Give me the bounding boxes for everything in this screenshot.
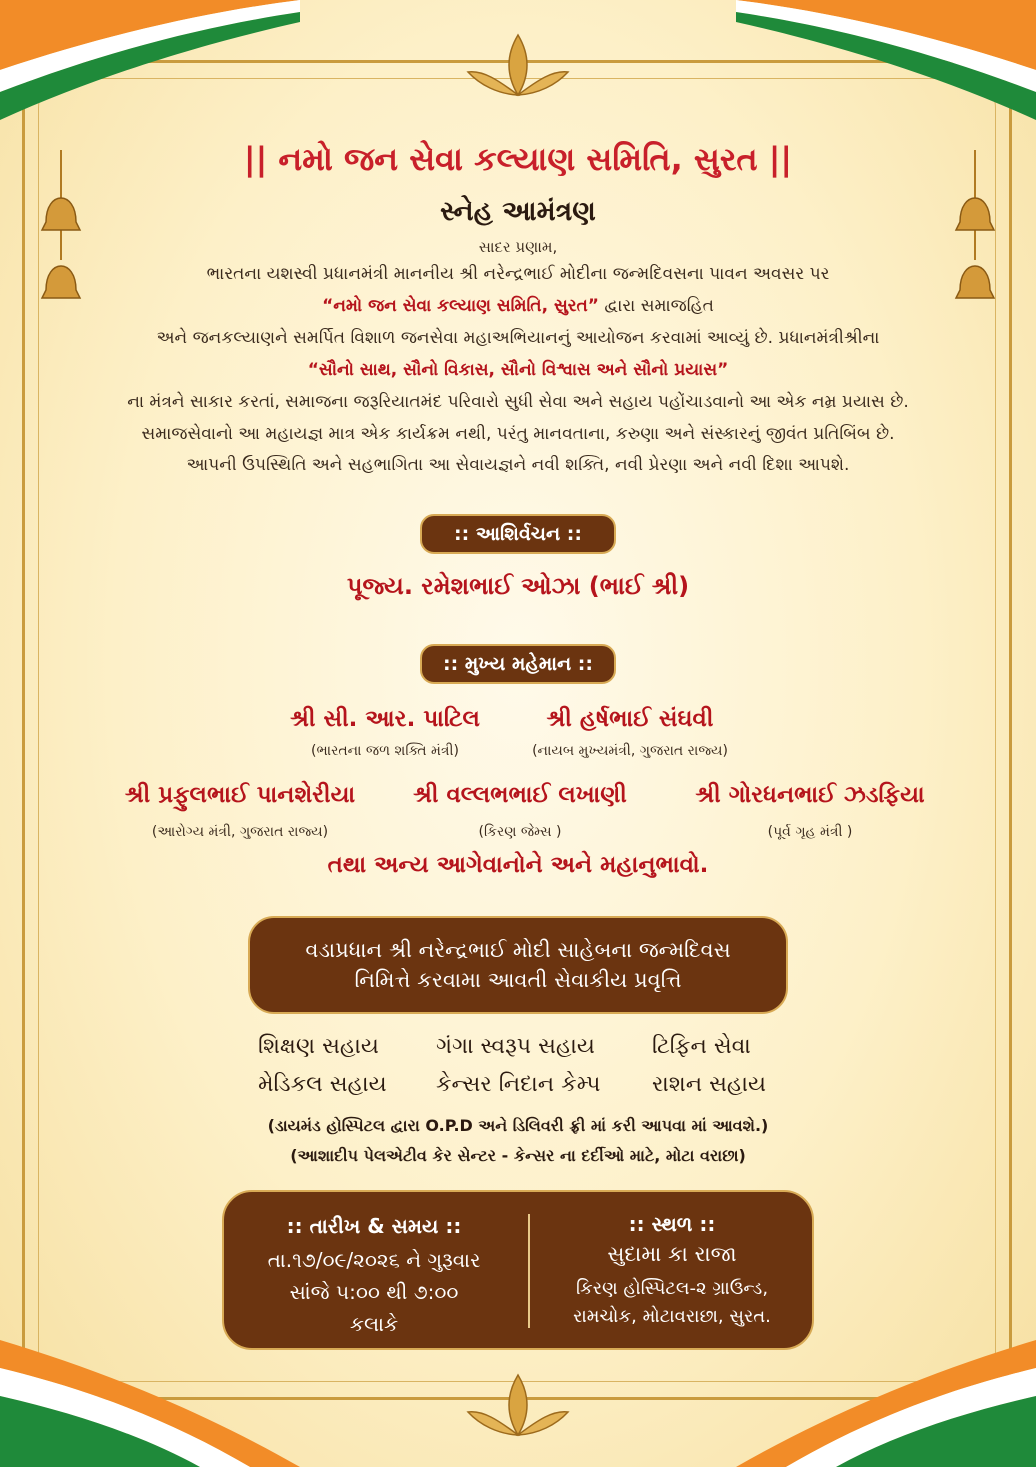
venue-name: સુદામા કા રાજા	[607, 1242, 737, 1266]
chief-guests-label: :: મુખ્ય મહેમાન ::	[420, 644, 616, 684]
page-title: || નમો જન સેવા કલ્યાણ સમિતિ, સુરત ||	[243, 140, 793, 178]
intro-line-3-rest: દ્વારા સમાજહિત	[598, 296, 714, 316]
datetime-label: :: તારીખ & સમય ::	[286, 1214, 462, 1238]
service-ration: રાશન સહાય	[652, 1072, 766, 1097]
footer-divider	[528, 1214, 530, 1328]
intro-line-4: અને જનકલ્યાણને સમર્પિત વિશાળ જનસેવા મહાઅભિયાનનું આયોજન કરવામાં આવ્યું છે. પ્રધાનમંત્રીશ્રીના	[156, 328, 880, 348]
venue-address-1: કિરણ હોસ્પિટલ-૨ ગ્રાઉન્ડ,	[575, 1278, 769, 1299]
flag-ribbon-top-right-icon	[736, 0, 1036, 130]
guest-name-pansheriya: શ્રી પ્રફુલભાઈ પાનશેરીયા	[124, 782, 356, 808]
other-dignitaries: તથા અન્ય આગેવાનોને અને મહાનુભાવો.	[327, 852, 709, 878]
service-education: શિક્ષણ સહાય	[258, 1034, 379, 1059]
service-tiffin: ટિફિન સેવા	[652, 1034, 751, 1059]
venue-label: :: સ્થળ ::	[628, 1212, 716, 1236]
service-medical: મેડિકલ સહાય	[258, 1072, 387, 1097]
guest-role-pansheriya: (આરોગ્ય મંત્રી, ગુજરાત રાજ્ય)	[151, 824, 329, 840]
event-details-box	[222, 1190, 814, 1350]
flag-ribbon-bottom-left-icon	[0, 1330, 300, 1467]
guest-name-zadafiya: શ્રી ગોરધનભાઈ ઝડફિયા	[695, 782, 925, 808]
service-cancer-camp: કેન્સર નિદાન કેમ્પ	[436, 1072, 601, 1097]
intro-line-2: ભારતના યશસ્વી પ્રધાનમંત્રી માનનીય શ્રી નરેન્દ્રભાઈ મોદીના જન્મદિવસના પાવન અવસર પર	[206, 264, 830, 284]
motto: “સૌનો સાથ, સૌનો વિકાસ, સૌનો વિશ્વાસ અને સૌનો પ્રયાસ”	[307, 360, 729, 380]
banner-line-1: વડાપ્રધાન શ્રી નરેન્દ્રભાઈ મોદી સાહેબના જન્મદિવસ	[305, 938, 731, 962]
org-name-quote: “નમો જન સેવા કલ્યાણ સમિતિ, સુરત”	[322, 296, 599, 316]
event-time: સાંજે ૫:૦૦ થી ૭:૦૦	[289, 1280, 459, 1304]
guest-role-zadafiya: (પૂર્વ ગૃહ મંત્રી )	[767, 824, 853, 840]
intro-line-6: ના મંત્રને સાકાર કરતાં, સમાજના જરૂરિયાતમંદ પરિવારો સુધી સેવા અને સહાય પહોંચાડવાનો આ એક નમ્ર પ્રયાસ છે.	[127, 392, 909, 412]
intro-line-3	[0, 296, 1036, 316]
guest-name-sanghavi: શ્રી હર્ષભાઈ સંઘવી	[546, 706, 714, 732]
blessing-label: :: આશિર્વચન ::	[420, 514, 616, 554]
guest-name-lakhani: શ્રી વલ્લભભાઈ લખાણી	[413, 782, 627, 808]
venue-address-2: રામચોક, મોટાવરાછા, સુરત.	[573, 1306, 771, 1327]
birthday-activities-banner	[248, 916, 788, 1014]
lotus-top-icon	[458, 30, 578, 100]
banner-line-2: નિમિત્તે કરવામા આવતી સેવાકીય પ્રવૃત્તિ	[354, 968, 682, 992]
invitation-heading: સ્નેહ આમંત્રણ	[440, 196, 596, 227]
intro-line-8: આપની ઉપસ્થિતિ અને સહભાગિતા આ સેવાયજ્ઞને નવી શક્તિ, નવી પ્રેરણા અને નવી દિશા આપશે.	[186, 455, 850, 475]
event-date: તા.૧૭/૦૯/૨૦૨૬ ને ગુરૂવાર	[267, 1248, 481, 1272]
guest-role-patil: (ભારતના જળ શક્તિ મંત્રી)	[310, 743, 459, 759]
note-ashadeep: (આશાદીપ પેલએટીવ કેર સેન્ટર - કેન્સર ના દર્દીઓ માટે, મોટા વરાછા)	[290, 1146, 746, 1165]
greeting: સાદર પ્રણામ,	[478, 238, 558, 256]
guest-name-patil: શ્રી સી. આર. પાટિલ	[290, 706, 480, 732]
guest-role-lakhani: (કિરણ જેમ્સ )	[478, 824, 562, 840]
flag-ribbon-top-left-icon	[0, 0, 300, 130]
blessing-name: પૂજ્ય. રમેશભાઈ ઓઝા (ભાઈ શ્રી)	[346, 572, 690, 600]
flag-ribbon-bottom-right-icon	[736, 1330, 1036, 1467]
service-ganga-swaroop: ગંગા સ્વરૂપ સહાય	[436, 1034, 595, 1059]
guest-role-sanghavi: (નાયબ મુખ્યમંત્રી, ગુજરાત રાજ્ય)	[532, 743, 728, 759]
event-time-unit: કલાકે	[349, 1312, 399, 1336]
lotus-bottom-icon	[458, 1370, 578, 1440]
note-diamond-hospital: (ડાયમંડ હોસ્પિટલ દ્વારા O.P.D અને ડિલિવરી ફ્રી માં કરી આપવા માં આવશે.)	[267, 1116, 769, 1135]
intro-line-7: સમાજસેવાનો આ મહાયજ્ઞ માત્ર એક કાર્યક્રમ નથી, પરંતુ માનવતાના, કરુણા અને સંસ્કારનું જીવંત પ્રતિબિંબ છે.	[141, 424, 895, 444]
